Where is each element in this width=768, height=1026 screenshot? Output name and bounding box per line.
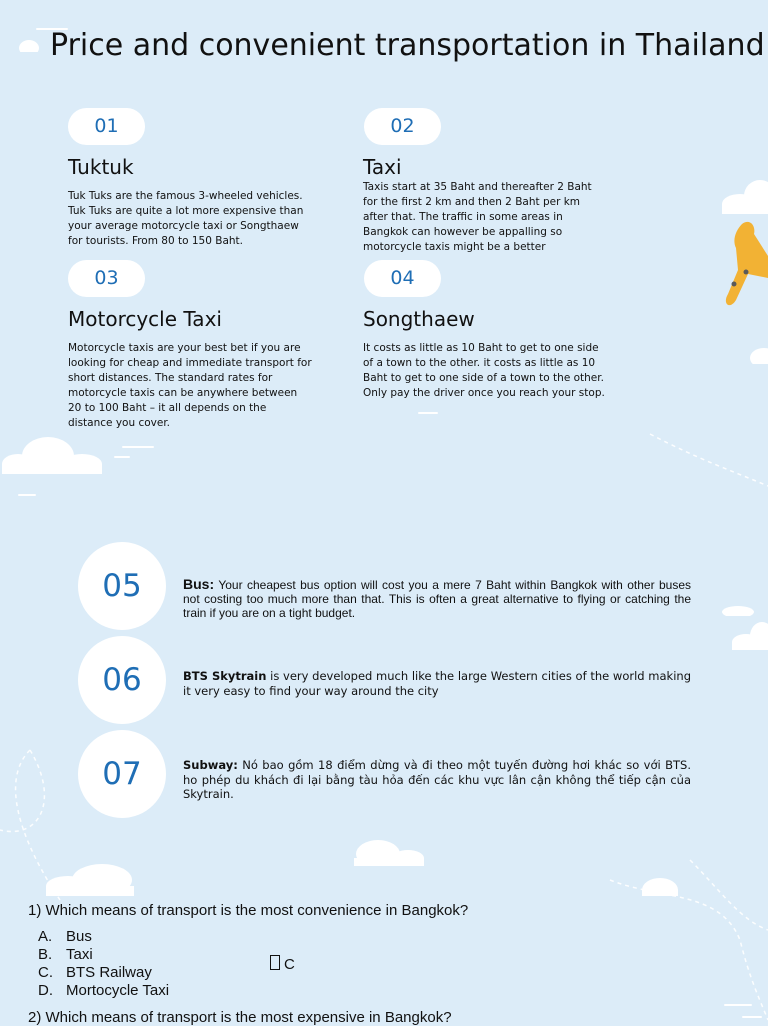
card-title: Songthaew bbox=[363, 307, 475, 331]
answer-option bbox=[38, 982, 169, 999]
card-number-badge: 04 bbox=[364, 260, 441, 297]
checkbox-icon bbox=[270, 955, 280, 970]
card-title: Tuktuk bbox=[68, 155, 134, 179]
answer-option bbox=[38, 964, 152, 981]
row-text: is very developed much like the large Western cities of the world making it very easy to find your way around the city bbox=[183, 669, 691, 698]
row-number-circle: 07 bbox=[78, 730, 166, 818]
row-label: Subway: bbox=[183, 758, 238, 772]
row-text: Your cheapest bus option will cost you a mere 7 Baht within Bangkok with other buses not costing too much more than that. This is often a great alternative to flying or catching the train if you are on a tight budget. bbox=[183, 578, 691, 620]
card-number-badge: 03 bbox=[68, 260, 145, 297]
row-number-circle: 05 bbox=[78, 542, 166, 630]
answer-option bbox=[38, 928, 92, 945]
option-letter: C. bbox=[38, 964, 53, 981]
cloud-decoration bbox=[748, 346, 768, 364]
question-text: 1) Which means of transport is the most convenience in Bangkok? bbox=[28, 902, 469, 919]
card-title: Taxi bbox=[363, 155, 402, 179]
option-letter: A. bbox=[38, 928, 53, 945]
quiz-question bbox=[28, 1009, 452, 1026]
row-number-circle: 06 bbox=[78, 636, 166, 724]
option-text: Taxi bbox=[66, 946, 93, 963]
dash-decoration bbox=[418, 412, 438, 414]
quiz-question bbox=[28, 902, 468, 919]
cloud-decoration bbox=[720, 180, 768, 214]
card-number-badge: 02 bbox=[364, 108, 441, 145]
row-label: Bus: bbox=[183, 576, 215, 592]
option-letter: D. bbox=[38, 982, 53, 999]
question-text: 2) Which means of transport is the most expensive in Bangkok? bbox=[28, 1009, 452, 1026]
card-description: Tuk Tuks are the famous 3-wheeled vehicles. Tuk Tuks are quite a lot more expensive than your average motorcycle taxi or Songthaew for tourists. From 80 to 150 Baht. bbox=[68, 190, 304, 247]
row-description bbox=[183, 669, 691, 698]
answer-text: C bbox=[284, 956, 295, 973]
row-text: Nó bao gồm 18 điểm dừng và đi theo một tuyến đường hơi khác so với BTS. ho phép du khách đi lại bằng tàu hỏa đến các khu vực lân cận không thể tiếp cận của Skytrain. bbox=[183, 758, 691, 801]
page-title: Price and convenient transportation in Thailand bbox=[50, 28, 765, 63]
row-description bbox=[183, 577, 691, 620]
option-text: Bus bbox=[66, 928, 92, 945]
card-title: Motorcycle Taxi bbox=[68, 307, 222, 331]
option-letter: B. bbox=[38, 946, 53, 963]
cloud-decoration bbox=[18, 38, 40, 52]
option-text: Mortocycle Taxi bbox=[66, 982, 170, 999]
answer-option bbox=[38, 946, 93, 963]
row-description bbox=[183, 758, 691, 802]
row-label: BTS Skytrain bbox=[183, 669, 267, 683]
option-text: BTS Railway bbox=[66, 964, 152, 981]
card-description: It costs as little as 10 Baht to get to one side of a town to the other. it costs as little as 10 Baht to get to one side of a town to the other. Only pay the driver once you reach your stop. bbox=[363, 342, 605, 399]
answer-marker bbox=[270, 955, 295, 973]
card-description: Taxis start at 35 Baht and thereafter 2 Baht for the first 2 km and then 2 Baht per km after that. The traffic in some areas in Bangkok can however be appalling so motorcycle taxis might be a better bbox=[363, 181, 592, 253]
card-description: Motorcycle taxis are your best bet if you are looking for cheap and immediate transport for short distances. The standard rates for motorcycle taxis can be anywhere between 20 to 100 Baht – it all depends on the distance you cover. bbox=[68, 342, 312, 429]
airplane-icon bbox=[722, 218, 768, 310]
card-number-badge: 01 bbox=[68, 108, 145, 145]
